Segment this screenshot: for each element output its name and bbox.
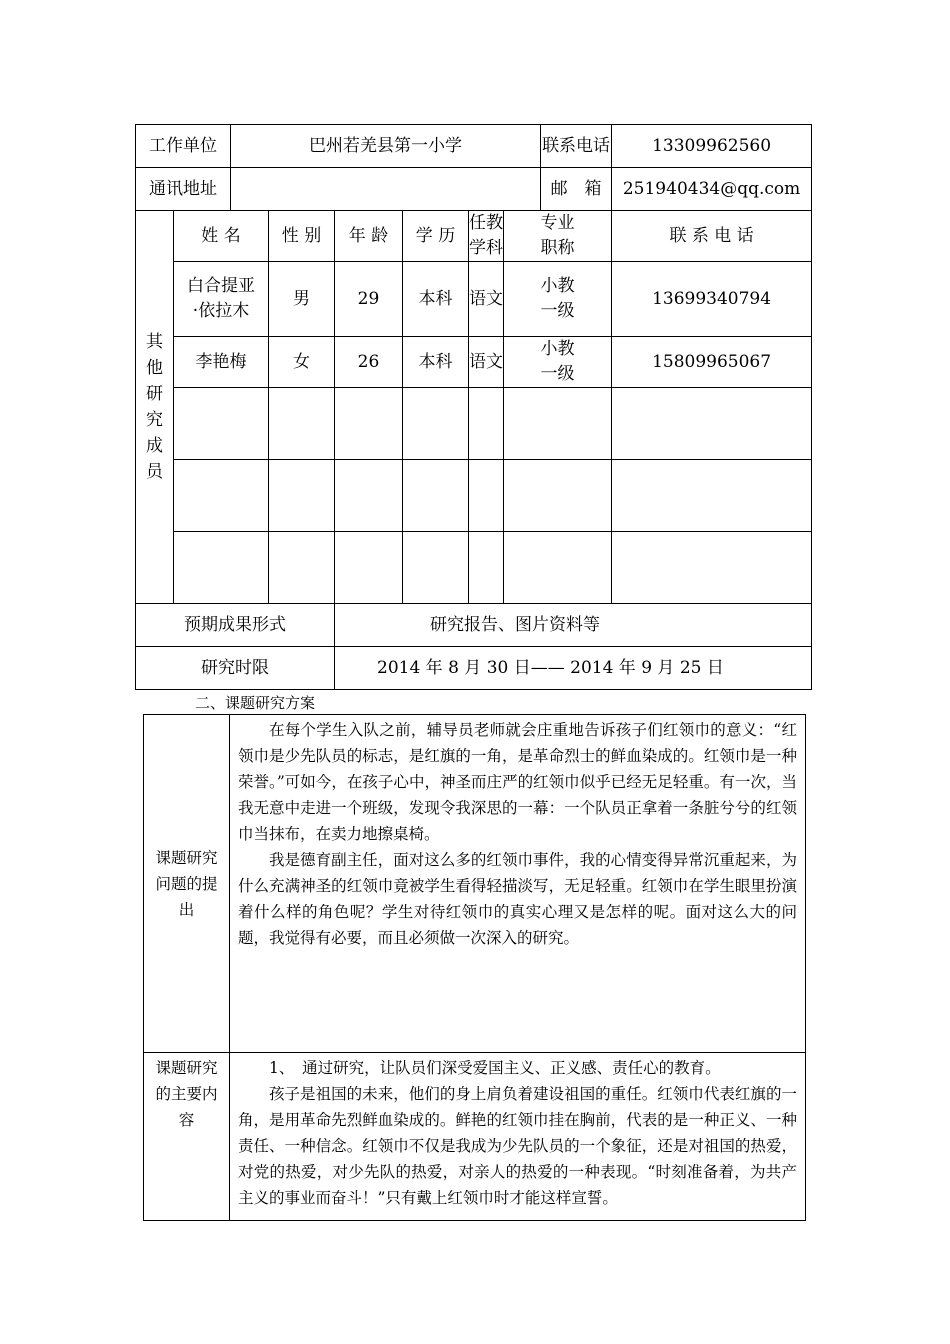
empty-cell — [403, 532, 469, 604]
empty-member-row — [136, 460, 812, 532]
period-value — [335, 647, 812, 690]
member-title-text: 小教一级 — [540, 276, 575, 321]
unit-row — [136, 125, 812, 168]
address-label: 通讯地址 — [136, 168, 231, 211]
member-name: 李艳梅 — [174, 337, 269, 388]
header-gender: 性 别 — [269, 211, 335, 262]
member-row — [136, 262, 812, 337]
member-age: 26 — [335, 337, 403, 388]
outcome-label: 预期成果形式 — [136, 604, 335, 647]
address-row — [136, 168, 812, 211]
applicant-info-table — [135, 124, 812, 690]
empty-cell — [469, 532, 504, 604]
empty-cell — [335, 532, 403, 604]
period-value-text: 2014 年 8 月 30 日—— 2014 年 9 月 25 日 — [377, 657, 724, 678]
members-side-label — [136, 211, 174, 604]
empty-cell — [504, 460, 612, 532]
empty-cell — [469, 388, 504, 460]
member-phone: 15809965067 — [612, 337, 812, 388]
empty-cell — [174, 460, 269, 532]
members-header-row — [136, 211, 812, 262]
empty-cell — [612, 532, 812, 604]
problem-label — [144, 715, 230, 1053]
member-gender: 男 — [269, 262, 335, 337]
header-phone: 联 系 电 话 — [612, 211, 812, 262]
empty-cell — [335, 460, 403, 532]
empty-cell — [504, 532, 612, 604]
period-label: 研究时限 — [136, 647, 335, 690]
members-side-label-text: 其他研究成员 — [146, 332, 163, 482]
unit-value: 巴州若羌县第一小学 — [231, 125, 541, 168]
empty-cell — [469, 460, 504, 532]
research-plan-table — [143, 714, 806, 1221]
empty-cell — [504, 388, 612, 460]
header-education: 学 历 — [403, 211, 469, 262]
address-value — [231, 168, 541, 211]
member-education: 本科 — [403, 337, 469, 388]
empty-cell — [269, 532, 335, 604]
problem-label-text: 课题研究问题的提出 — [155, 849, 218, 919]
content-paragraph: 孩子是祖国的未来，他们的身上肩负着建设祖国的重任。红领巾代表红旗的一角，是用革命先烈鲜血染成的。鲜艳的红领巾挂在胸前，代表的是一种正义、一种责任、一种信念。红领巾不仅是我成为少先队员的一个象征，还是对祖国的热爱，对党的热爱，对少先队的热爱，对亲人的热爱的一种表现。“时刻准备着，为共产主义的事业而奋斗！”只有戴上红领巾时才能这样宣誓。 — [238, 1085, 797, 1207]
member-phone: 13699340794 — [612, 262, 812, 337]
email-label: 邮 箱 — [541, 168, 612, 211]
member-education: 本科 — [403, 262, 469, 337]
main-content — [230, 1053, 806, 1221]
header-subject: 任教学科 — [469, 211, 504, 262]
member-gender: 女 — [269, 337, 335, 388]
empty-member-row — [136, 532, 812, 604]
content-paragraph: 1、 通过研究，让队员们深受爱国主义、正义感、责任心的教育。 — [269, 1059, 721, 1077]
member-title — [504, 262, 612, 337]
problem-row — [144, 715, 806, 1053]
member-name-text: 白合提亚·依拉木 — [187, 276, 255, 321]
empty-cell — [612, 460, 812, 532]
content-label-text: 课题研究的主要内容 — [155, 1059, 218, 1129]
content-label — [144, 1053, 230, 1221]
section-heading: 二、课题研究方案 — [195, 694, 316, 712]
phone-label: 联系电话 — [541, 125, 612, 168]
header-age: 年 龄 — [335, 211, 403, 262]
empty-cell — [403, 388, 469, 460]
member-age: 29 — [335, 262, 403, 337]
empty-member-row — [136, 388, 812, 460]
header-title-text: 专业职称 — [540, 213, 575, 258]
outcome-value-text: 研究报告、图片资料等 — [430, 614, 600, 635]
empty-cell — [174, 388, 269, 460]
outcome-value — [335, 604, 812, 647]
empty-cell — [269, 460, 335, 532]
empty-cell — [269, 388, 335, 460]
empty-cell — [612, 388, 812, 460]
phone-value: 13309962560 — [612, 125, 812, 168]
unit-label: 工作单位 — [136, 125, 231, 168]
empty-cell — [174, 532, 269, 604]
member-title-text: 小教一级 — [540, 339, 575, 384]
problem-content — [230, 715, 806, 1053]
member-row — [136, 337, 812, 388]
member-name — [174, 262, 269, 337]
outcome-row — [136, 604, 812, 647]
header-title — [504, 211, 612, 262]
empty-cell — [403, 460, 469, 532]
member-subject: 语文 — [469, 262, 504, 337]
header-name: 姓 名 — [174, 211, 269, 262]
empty-cell — [335, 388, 403, 460]
content-row — [144, 1053, 806, 1221]
email-value: 251940434@qq.com — [612, 168, 812, 211]
problem-paragraph: 我是德育副主任，面对这么多的红领巾事件，我的心情变得异常沉重起来，为什么充满神圣的红领巾竟被学生看得轻描淡写，无足轻重。红领巾在学生眼里扮演着什么样的角色呢？学生对待红领巾的真实心理又是怎样的呢。面对这么大的问题，我觉得有必要，而且必须做一次深入的研究。 — [238, 851, 797, 947]
period-row — [136, 647, 812, 690]
member-subject: 语文 — [469, 337, 504, 388]
problem-paragraph: 在每个学生入队之前，辅导员老师就会庄重地告诉孩子们红领巾的意义：“红领巾是少先队员的标志，是红旗的一角，是革命烈士的鲜血染成的。红领巾是一种荣誉。”可如今，在孩子心中，神圣而庄严的红领巾似乎已经无足轻重。有一次，当我无意中走进一个班级，发现令我深思的一幕：一个队员正拿着一条脏兮兮的红领巾当抹布，在卖力地擦桌椅。 — [238, 721, 797, 843]
member-title — [504, 337, 612, 388]
